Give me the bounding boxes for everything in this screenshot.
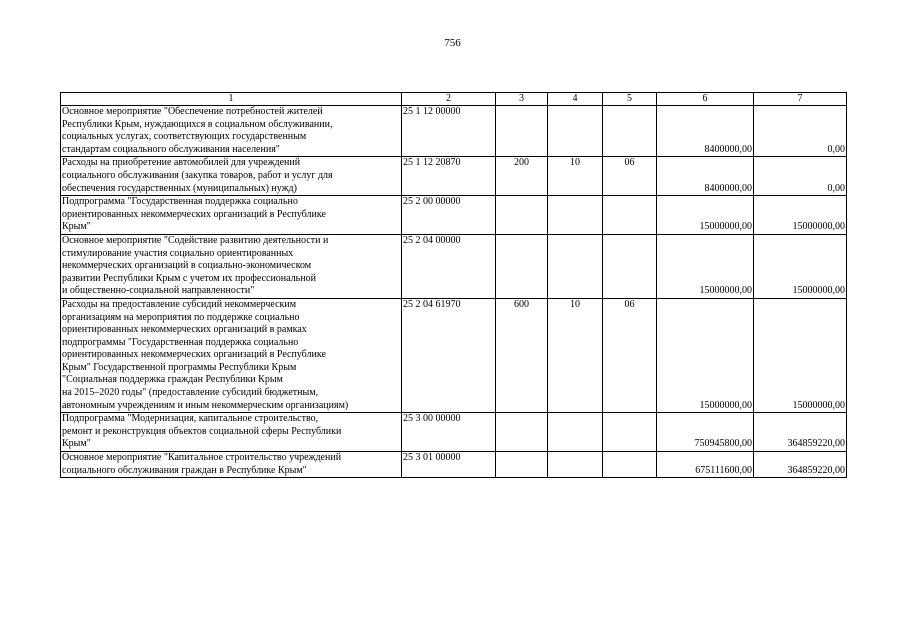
row-amount-col-6: 750945800,00 (657, 413, 754, 452)
row-name: Подпрограмма "Модернизация, капитальное строительство, ремонт и реконструкция объектов социальной сферы Республики Крым" (61, 413, 402, 452)
row-name: Подпрограмма "Государственная поддержка социально ориентированных некоммерческих организаций в Республике Крым" (61, 196, 402, 235)
table-row (61, 234, 847, 298)
row-amount-col-6: 15000000,00 (657, 196, 754, 235)
row-amount-col-7: 15000000,00 (754, 234, 847, 298)
row-amount-col-7: 0,00 (754, 157, 847, 196)
table-row (61, 106, 847, 157)
row-col-3 (496, 106, 548, 157)
budget-table (60, 92, 847, 478)
header-col-7: 7 (754, 93, 847, 106)
row-col-3 (496, 234, 548, 298)
row-col-5: 06 (603, 298, 657, 412)
row-col-4 (548, 413, 603, 452)
header-col-3: 3 (496, 93, 548, 106)
row-code: 25 2 00 00000 (402, 196, 496, 235)
table-row (61, 413, 847, 452)
header-col-6: 6 (657, 93, 754, 106)
row-amount-col-6: 15000000,00 (657, 298, 754, 412)
row-name: Расходы на предоставление субсидий некоммерческим организациям на мероприятия по поддержке социально ориентированных некоммерческих организаций в рамках подпрограммы "Государственная поддержка социально ориентированных некоммерческих организаций в Республике Крым" Государственной программы Республики Крым "Социальная поддержка граждан Республики Крым на 2015–2020 годы" (предоставление субсидий бюджетным, автономным учреждениям и иным некоммерческим организациям) (61, 298, 402, 412)
row-name: Основное мероприятие "Обеспечение потребностей жителей Республики Крым, нуждающихся в социальном обслуживании, социальных услугах, соответствующих государственным стандартам социального обслуживания населения" (61, 106, 402, 157)
row-name: Основное мероприятие "Содействие развитию деятельности и стимулирование участия социально ориентированных некоммерческих организаций в социально-экономическом развитии Республики Крым с учетом их профессиональной и общественно-социальной направленности" (61, 234, 402, 298)
row-amount-col-7: 15000000,00 (754, 298, 847, 412)
row-col-5 (603, 196, 657, 235)
row-col-3 (496, 413, 548, 452)
row-col-4 (548, 196, 603, 235)
table-row (61, 196, 847, 235)
row-col-5: 06 (603, 157, 657, 196)
row-col-5 (603, 234, 657, 298)
row-col-5 (603, 106, 657, 157)
row-col-5 (603, 413, 657, 452)
row-col-4: 10 (548, 157, 603, 196)
row-amount-col-7: 0,00 (754, 106, 847, 157)
row-col-3: 600 (496, 298, 548, 412)
header-col-1: 1 (61, 93, 402, 106)
row-code: 25 3 01 00000 (402, 452, 496, 478)
row-col-4 (548, 234, 603, 298)
header-col-4: 4 (548, 93, 603, 106)
row-name: Основное мероприятие "Капитальное строительство учреждений социального обслуживания граждан в Республике Крым" (61, 452, 402, 478)
row-name: Расходы на приобретение автомобилей для учреждений социального обслуживания (закупка товаров, работ и услуг для обеспечения государственных (муниципальных) нужд) (61, 157, 402, 196)
table-header-row (61, 93, 847, 106)
row-amount-col-6: 675111600,00 (657, 452, 754, 478)
row-amount-col-7: 364859220,00 (754, 452, 847, 478)
table-row (61, 157, 847, 196)
row-amount-col-7: 364859220,00 (754, 413, 847, 452)
row-code: 25 1 12 00000 (402, 106, 496, 157)
row-code: 25 3 00 00000 (402, 413, 496, 452)
row-col-4 (548, 452, 603, 478)
row-col-4 (548, 106, 603, 157)
row-code: 25 1 12 20870 (402, 157, 496, 196)
table-row (61, 452, 847, 478)
row-col-3 (496, 196, 548, 235)
row-col-5 (603, 452, 657, 478)
page-number: 756 (444, 37, 461, 49)
row-amount-col-6: 8400000,00 (657, 106, 754, 157)
row-amount-col-6: 8400000,00 (657, 157, 754, 196)
row-code: 25 2 04 00000 (402, 234, 496, 298)
row-col-3 (496, 452, 548, 478)
row-amount-col-6: 15000000,00 (657, 234, 754, 298)
row-code: 25 2 04 61970 (402, 298, 496, 412)
header-col-5: 5 (603, 93, 657, 106)
row-col-3: 200 (496, 157, 548, 196)
header-col-2: 2 (402, 93, 496, 106)
row-col-4: 10 (548, 298, 603, 412)
table-row (61, 298, 847, 412)
row-amount-col-7: 15000000,00 (754, 196, 847, 235)
